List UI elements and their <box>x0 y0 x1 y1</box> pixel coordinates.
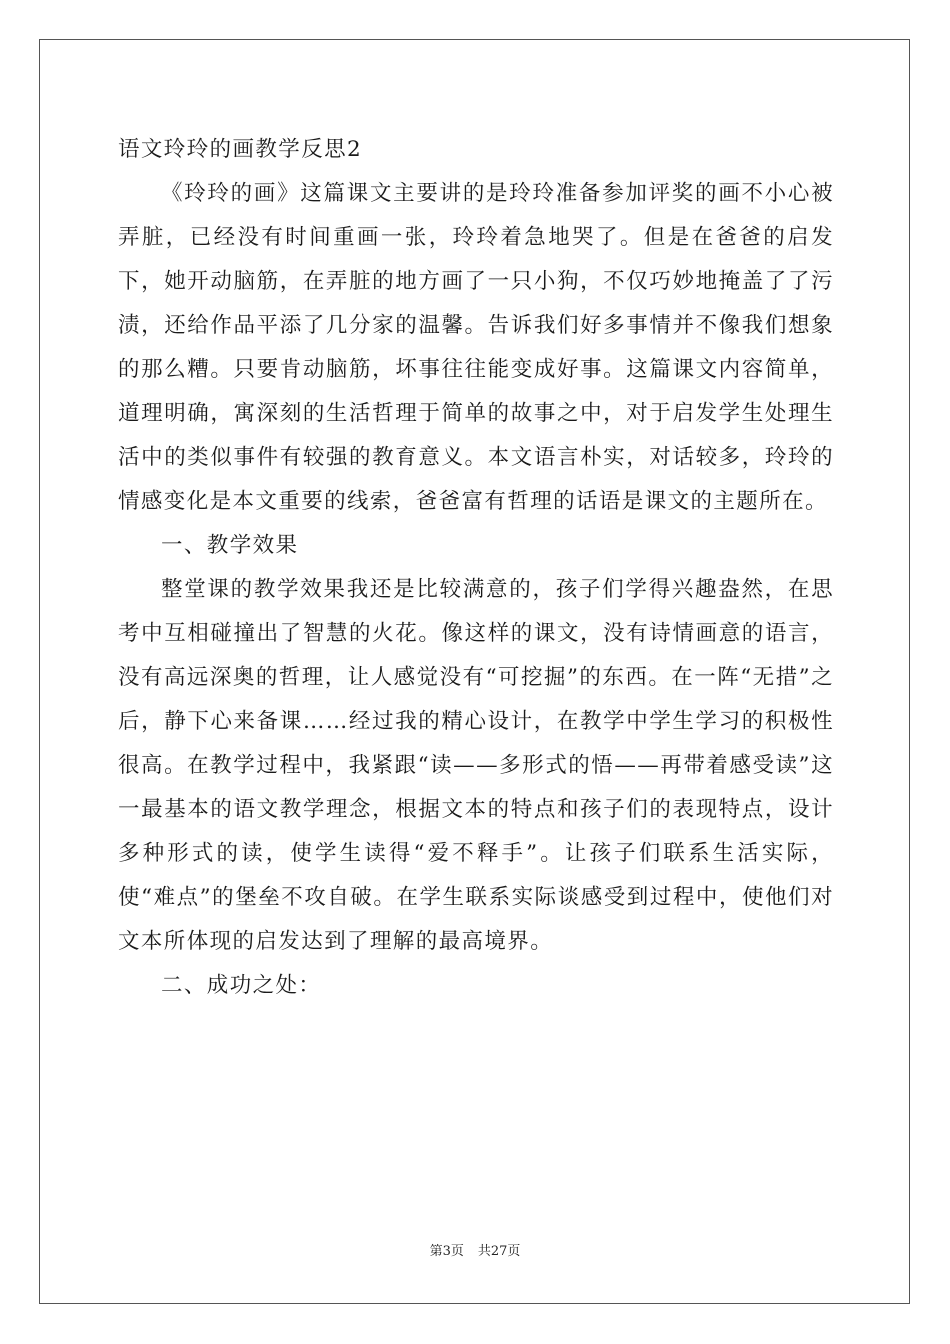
document-title: 语文玲玲的画教学反思2 <box>118 137 363 162</box>
section-heading-teaching-effect: 一、教学效果 <box>161 533 299 558</box>
page-number-total: 共27页 <box>477 1244 521 1259</box>
section-heading-success: 二、成功之处： <box>161 973 322 998</box>
page-number-current: 第3页 <box>429 1244 464 1259</box>
document-body <box>118 128 834 1008</box>
paragraph-teaching-effect: 整堂课的教学效果我还是比较满意的，孩子们学得兴趣盎然，在思考中互相碰撞出了智慧的火花。像这样的课文，没有诗情画意的语言，没有高远深奥的哲理，让人感觉没有“可挖掘”的东西。在一阵“无措”之后，静下心来备课……经过我的精心设计，在教学中学生学习的积极性很高。在教学过程中，我紧跟“读——多形式的悟——再带着感受读”这一最基本的语文教学理念，根据文本的特点和孩子们的表现特点，设计多种形式的读，使学生读得“爱不释手”。让孩子们联系生活实际，使“难点”的堡垒不攻自破。在学生联系实际谈感受到过程中，使他们对文本所体现的启发达到了理解的最高境界。 <box>118 577 834 954</box>
page-footer <box>0 1240 950 1259</box>
paragraph-intro: 《玲玲的画》这篇课文主要讲的是玲玲准备参加评奖的画不小心被弄脏，已经没有时间重画一张，玲玲着急地哭了。但是在爸爸的启发下，她开动脑筋，在弄脏的地方画了一只小狗，不仅巧妙地掩盖了了污渍，还给作品平添了几分家的温馨。告诉我们好多事情并不像我们想象的那么糟。只要肯动脑筋，坏事往往能变成好事。这篇课文内容简单，道理明确，寓深刻的生活哲理于简单的故事之中，对于启发学生处理生活中的类似事件有较强的教育意义。本文语言朴实，对话较多，玲玲的情感变化是本文重要的线索，爸爸富有哲理的话语是课文的主题所在。 <box>118 181 834 514</box>
